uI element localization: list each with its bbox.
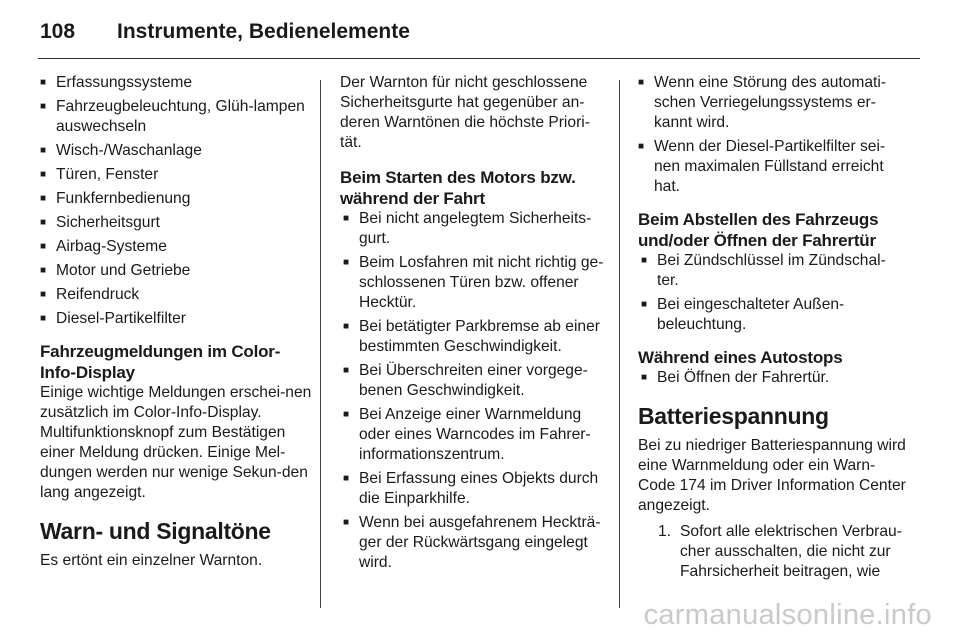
list-item: ■ Wenn eine Störung des automati-schen Verriegelungssystems er-kannt wird. [638, 73, 906, 133]
condition-list [340, 209, 606, 573]
list-item: ■ Bei Erfassung eines Objekts durch die Einparkhilfe. [343, 469, 606, 509]
page-title: Instrumente, Bedienelemente [117, 20, 410, 43]
page-number: 108 [40, 20, 76, 43]
paragraph: Es ertönt ein einzelner Warnton. [40, 552, 263, 569]
section-heading: Fahrzeugmeldungen im Color-Info-Display [40, 342, 281, 382]
column-1 [40, 73, 312, 571]
section-heading: Beim Abstellen des Fahrzeugs und/oder Öffnen der Fahrertür [638, 210, 879, 250]
list-item: ■ Motor und Getriebe [40, 261, 312, 281]
list-item: ■ Sicherheitsgurt [40, 213, 312, 233]
list-item: ■ Funkfernbedienung [40, 189, 312, 209]
list-item: ■ Wisch-/Waschanlage [40, 141, 312, 161]
list-item: ■ Fahrzeugbeleuchtung, Glüh-lampen auswechseln [40, 97, 312, 137]
list-item: ■ Bei betätigter Parkbremse ab einer bestimmten Geschwindigkeit. [343, 317, 606, 357]
paragraph: Einige wichtige Meldungen erschei-nen zusätzlich im Color-Info-Display. Multifunktionsknopf zum Bestätigen einer Meldung drücken. Einige Mel-dungen werden nur wenige Sekun-den lang angezeigt. [40, 384, 312, 501]
chapter-heading: Warn- und Signaltöne [40, 518, 271, 544]
column-3 [638, 73, 906, 586]
list-item: ■ Beim Losfahren mit nicht richtig ge-schlossenen Türen bzw. offener Hecktür. [343, 253, 606, 313]
list-item: ■ Bei nicht angelegtem Sicherheits-gurt. [343, 209, 606, 249]
list-item: ■ Bei Anzeige einer Warnmeldung oder eines Warncodes im Fahrer-informationszentrum. [343, 405, 606, 465]
condition-list [638, 251, 906, 335]
condition-list [638, 73, 906, 197]
list-item: ■ Reifendruck [40, 285, 312, 305]
condition-list [638, 368, 906, 388]
watermark: carmanualsonline.info [643, 599, 932, 631]
numbered-item: 1. Sofort alle elektrischen Verbrau-cher ausschalten, die nicht zur Fahrsicherheit beitragen, wie [638, 522, 906, 582]
column-separator [619, 80, 620, 608]
list-item: ■ Bei eingeschalteter Außen-beleuchtung. [641, 295, 906, 335]
list-item: ■ Diesel-Partikelfilter [40, 309, 312, 329]
list-item: ■ Airbag-Systeme [40, 237, 312, 257]
list-item: ■ Bei Überschreiten einer vorgege-benen Geschwindigkeit. [343, 361, 606, 401]
list-item: ■ Bei Zündschlüssel im Zündschal-ter. [641, 251, 906, 291]
chapter-heading: Batteriespannung [638, 403, 829, 429]
paragraph: Der Warnton für nicht geschlossene Sicherheitsgurte hat gegenüber an-deren Warntönen die höchste Priori-tät. [340, 74, 590, 151]
list-item: ■ Wenn bei ausgefahrenem Heckträ-ger der Rückwärtsgang eingelegt wird. [343, 513, 606, 573]
column-2 [340, 73, 606, 577]
list-item: ■ Wenn der Diesel-Partikelfilter sei-nen maximalen Füllstand erreicht hat. [638, 137, 906, 197]
paragraph: Bei zu niedriger Batteriespannung wird eine Warnmeldung oder ein Warn-Code 174 im Driver Information Center angezeigt. [638, 437, 906, 514]
section-heading: Beim Starten des Motors bzw. während der Fahrt [340, 168, 576, 208]
list-item: ■ Bei Öffnen der Fahrertür. [641, 368, 906, 388]
list-item: ■ Erfassungssysteme [40, 73, 312, 93]
topic-list [40, 73, 312, 329]
header-rule [38, 58, 920, 59]
numbered-list [638, 522, 906, 582]
section-heading: Während eines Autostops [638, 348, 843, 367]
list-item: ■ Türen, Fenster [40, 165, 312, 185]
column-separator [320, 80, 321, 608]
